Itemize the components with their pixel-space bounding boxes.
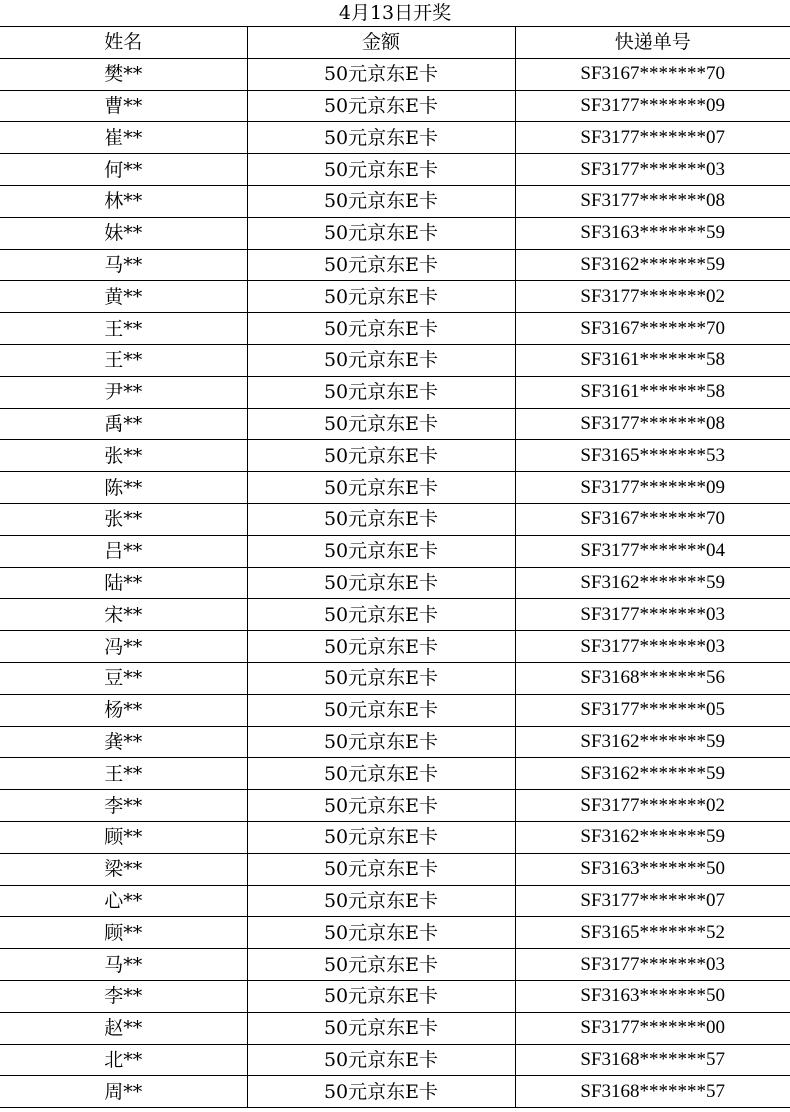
cell-name: 梁** bbox=[0, 853, 247, 885]
cell-name: 顾** bbox=[0, 917, 247, 949]
cell-amount: 50元京东E卡 bbox=[247, 949, 515, 981]
cell-name: 顾** bbox=[0, 821, 247, 853]
cell-tracking: SF3177*******04 bbox=[515, 535, 790, 567]
table-row bbox=[0, 853, 790, 885]
table-row bbox=[0, 440, 790, 472]
table-row bbox=[0, 949, 790, 981]
cell-name: 周** bbox=[0, 1076, 247, 1108]
table-row bbox=[0, 567, 790, 599]
table-row bbox=[0, 917, 790, 949]
cell-tracking: SF3168*******56 bbox=[515, 662, 790, 694]
cell-name: 马** bbox=[0, 249, 247, 281]
cell-tracking: SF3165*******53 bbox=[515, 440, 790, 472]
cell-name: 冯** bbox=[0, 631, 247, 663]
table-row bbox=[0, 344, 790, 376]
cell-name: 林** bbox=[0, 185, 247, 217]
cell-tracking: SF3167*******70 bbox=[515, 58, 790, 90]
table-row bbox=[0, 1012, 790, 1044]
table-row bbox=[0, 535, 790, 567]
cell-tracking: SF3161*******58 bbox=[515, 344, 790, 376]
cell-amount: 50元京东E卡 bbox=[247, 440, 515, 472]
cell-name: 李** bbox=[0, 790, 247, 822]
cell-amount: 50元京东E卡 bbox=[247, 853, 515, 885]
table-row bbox=[0, 185, 790, 217]
cell-tracking: SF3177*******07 bbox=[515, 122, 790, 154]
cell-tracking: SF3168*******57 bbox=[515, 1044, 790, 1076]
winners-table bbox=[0, 26, 790, 1108]
cell-amount: 50元京东E卡 bbox=[247, 980, 515, 1012]
cell-amount: 50元京东E卡 bbox=[247, 631, 515, 663]
table-row bbox=[0, 599, 790, 631]
cell-amount: 50元京东E卡 bbox=[247, 58, 515, 90]
cell-amount: 50元京东E卡 bbox=[247, 122, 515, 154]
cell-tracking: SF3162*******59 bbox=[515, 249, 790, 281]
cell-tracking: SF3167*******70 bbox=[515, 313, 790, 345]
table-row bbox=[0, 376, 790, 408]
cell-name: 马** bbox=[0, 949, 247, 981]
cell-name: 龚** bbox=[0, 726, 247, 758]
page-title: 4月13日开奖 bbox=[338, 2, 452, 24]
cell-name: 陆** bbox=[0, 567, 247, 599]
cell-tracking: SF3177*******03 bbox=[515, 599, 790, 631]
table-row bbox=[0, 980, 790, 1012]
cell-tracking: SF3177*******08 bbox=[515, 408, 790, 440]
cell-tracking: SF3162*******59 bbox=[515, 567, 790, 599]
cell-tracking: SF3167*******70 bbox=[515, 503, 790, 535]
cell-amount: 50元京东E卡 bbox=[247, 662, 515, 694]
cell-tracking: SF3162*******59 bbox=[515, 726, 790, 758]
cell-tracking: SF3177*******07 bbox=[515, 885, 790, 917]
cell-amount: 50元京东E卡 bbox=[247, 758, 515, 790]
table-row bbox=[0, 503, 790, 535]
cell-amount: 50元京东E卡 bbox=[247, 344, 515, 376]
cell-tracking: SF3177*******02 bbox=[515, 790, 790, 822]
cell-tracking: SF3162*******59 bbox=[515, 821, 790, 853]
table-row bbox=[0, 1044, 790, 1076]
table-row bbox=[0, 758, 790, 790]
cell-name: 张** bbox=[0, 503, 247, 535]
table-row bbox=[0, 662, 790, 694]
table-row bbox=[0, 217, 790, 249]
cell-tracking: SF3177*******09 bbox=[515, 90, 790, 122]
table-header-row bbox=[0, 27, 790, 59]
cell-tracking: SF3163*******59 bbox=[515, 217, 790, 249]
cell-amount: 50元京东E卡 bbox=[247, 185, 515, 217]
cell-amount: 50元京东E卡 bbox=[247, 917, 515, 949]
cell-tracking: SF3177*******03 bbox=[515, 631, 790, 663]
table-row bbox=[0, 281, 790, 313]
cell-amount: 50元京东E卡 bbox=[247, 1044, 515, 1076]
cell-amount: 50元京东E卡 bbox=[247, 599, 515, 631]
cell-name: 陈** bbox=[0, 472, 247, 504]
cell-tracking: SF3177*******09 bbox=[515, 472, 790, 504]
cell-amount: 50元京东E卡 bbox=[247, 408, 515, 440]
cell-amount: 50元京东E卡 bbox=[247, 885, 515, 917]
cell-amount: 50元京东E卡 bbox=[247, 790, 515, 822]
cell-name: 宋** bbox=[0, 599, 247, 631]
cell-tracking: SF3161*******58 bbox=[515, 376, 790, 408]
cell-name: 王** bbox=[0, 758, 247, 790]
cell-amount: 50元京东E卡 bbox=[247, 313, 515, 345]
cell-name: 禹** bbox=[0, 408, 247, 440]
table-row bbox=[0, 694, 790, 726]
cell-tracking: SF3177*******03 bbox=[515, 949, 790, 981]
cell-amount: 50元京东E卡 bbox=[247, 535, 515, 567]
cell-name: 黄** bbox=[0, 281, 247, 313]
cell-amount: 50元京东E卡 bbox=[247, 472, 515, 504]
column-header-tracking: 快递单号 bbox=[515, 27, 790, 59]
cell-amount: 50元京东E卡 bbox=[247, 821, 515, 853]
cell-amount: 50元京东E卡 bbox=[247, 694, 515, 726]
table-row bbox=[0, 726, 790, 758]
cell-tracking: SF3163*******50 bbox=[515, 853, 790, 885]
table-row bbox=[0, 821, 790, 853]
cell-amount: 50元京东E卡 bbox=[247, 1076, 515, 1108]
cell-tracking: SF3177*******03 bbox=[515, 154, 790, 186]
cell-tracking: SF3177*******02 bbox=[515, 281, 790, 313]
table-row bbox=[0, 1076, 790, 1108]
cell-amount: 50元京东E卡 bbox=[247, 217, 515, 249]
cell-tracking: SF3162*******59 bbox=[515, 758, 790, 790]
table-row bbox=[0, 90, 790, 122]
cell-name: 杨** bbox=[0, 694, 247, 726]
cell-name: 王** bbox=[0, 313, 247, 345]
table-row bbox=[0, 408, 790, 440]
cell-name: 曹** bbox=[0, 90, 247, 122]
cell-name: 何** bbox=[0, 154, 247, 186]
cell-name: 张** bbox=[0, 440, 247, 472]
cell-name: 赵** bbox=[0, 1012, 247, 1044]
table-row bbox=[0, 885, 790, 917]
column-header-name: 姓名 bbox=[0, 27, 247, 59]
cell-amount: 50元京东E卡 bbox=[247, 154, 515, 186]
cell-amount: 50元京东E卡 bbox=[247, 376, 515, 408]
table-row bbox=[0, 122, 790, 154]
cell-amount: 50元京东E卡 bbox=[247, 1012, 515, 1044]
table-row bbox=[0, 58, 790, 90]
cell-name: 豆** bbox=[0, 662, 247, 694]
cell-name: 李** bbox=[0, 980, 247, 1012]
cell-name: 樊** bbox=[0, 58, 247, 90]
cell-name: 妹** bbox=[0, 217, 247, 249]
table-row bbox=[0, 631, 790, 663]
cell-name: 崔** bbox=[0, 122, 247, 154]
table-row bbox=[0, 790, 790, 822]
cell-tracking: SF3177*******00 bbox=[515, 1012, 790, 1044]
cell-amount: 50元京东E卡 bbox=[247, 726, 515, 758]
cell-name: 王** bbox=[0, 344, 247, 376]
table-body bbox=[0, 58, 790, 1107]
table-row bbox=[0, 313, 790, 345]
column-header-amount: 金额 bbox=[247, 27, 515, 59]
cell-amount: 50元京东E卡 bbox=[247, 90, 515, 122]
cell-amount: 50元京东E卡 bbox=[247, 567, 515, 599]
cell-tracking: SF3177*******08 bbox=[515, 185, 790, 217]
cell-amount: 50元京东E卡 bbox=[247, 249, 515, 281]
cell-tracking: SF3168*******57 bbox=[515, 1076, 790, 1108]
cell-name: 吕** bbox=[0, 535, 247, 567]
cell-amount: 50元京东E卡 bbox=[247, 281, 515, 313]
table-row bbox=[0, 249, 790, 281]
cell-name: 北** bbox=[0, 1044, 247, 1076]
cell-name: 尹** bbox=[0, 376, 247, 408]
cell-amount: 50元京东E卡 bbox=[247, 503, 515, 535]
cell-tracking: SF3163*******50 bbox=[515, 980, 790, 1012]
cell-name: 心** bbox=[0, 885, 247, 917]
table-row bbox=[0, 154, 790, 186]
cell-tracking: SF3177*******05 bbox=[515, 694, 790, 726]
cell-tracking: SF3165*******52 bbox=[515, 917, 790, 949]
table-row bbox=[0, 472, 790, 504]
